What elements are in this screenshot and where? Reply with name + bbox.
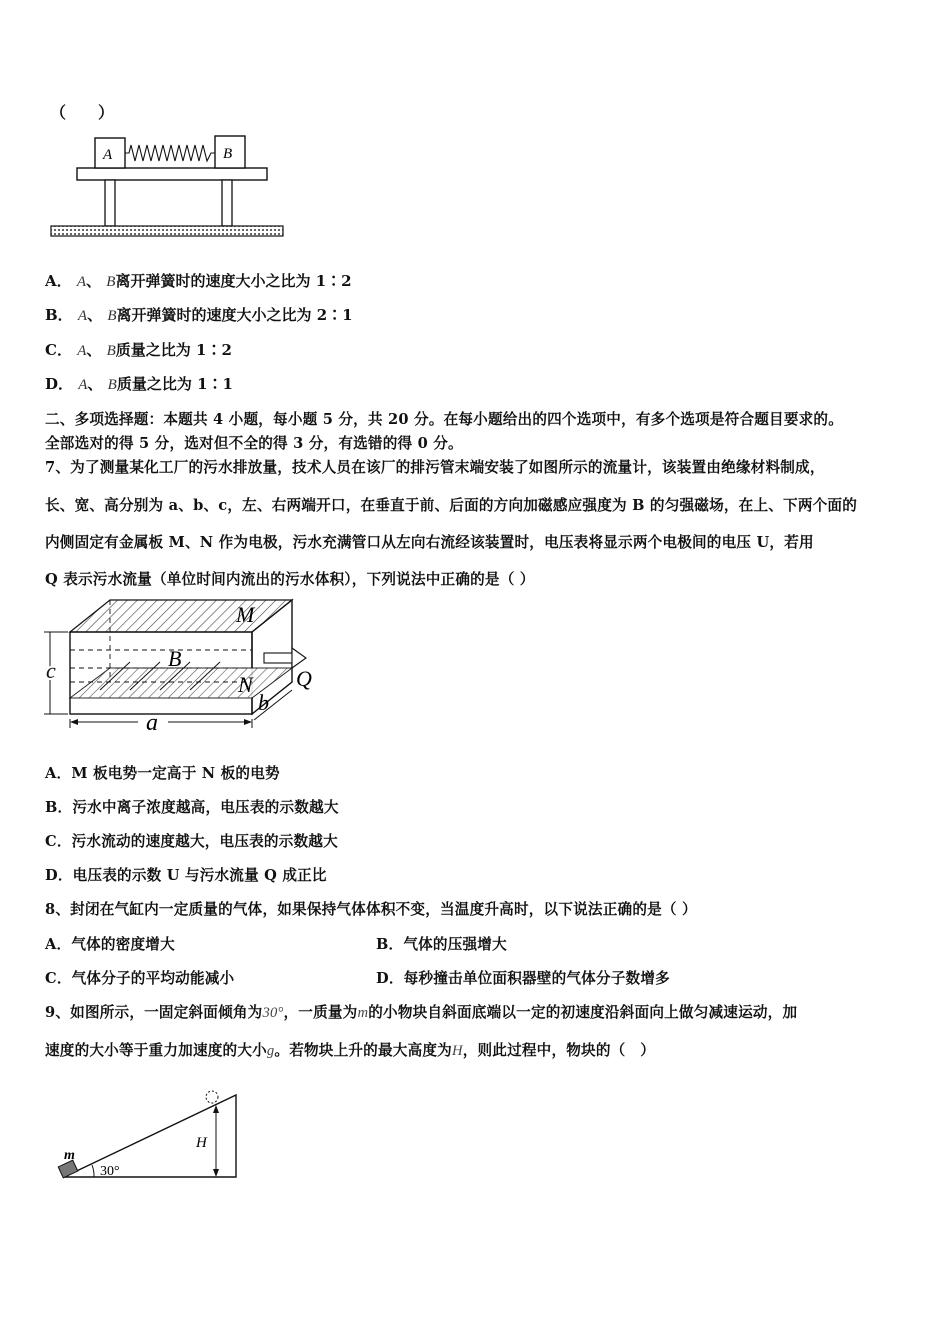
q8-stem: 8、封闭在气缸内一定质量的气体，如果保持气体体积不变，当温度升高时，以下说法正确的是（ ） (45, 901, 697, 918)
q7-flowmeter-figure (40, 598, 330, 738)
spring (125, 145, 215, 161)
q7-line1: 7、为了测量某化工厂的污水排放量，技术人员在该厂的排污管末端安装了如图所示的流量计，该装置由绝缘材料制成， (45, 459, 825, 476)
q6-option-a: A． A、 B离开弹簧时的速度大小之比为 1∶2 (45, 272, 352, 290)
label-a: a (146, 710, 158, 736)
q8-option-d: D．每秒撞击单位面积器壁的气体分子数增多 (376, 970, 670, 987)
label-b: b (258, 690, 269, 715)
q7-option-d: D．电压表的示数 U 与污水流量 Q 成正比 (45, 867, 327, 884)
table-leg-left (105, 180, 115, 226)
q7-line3: 内侧固定有金属板 M、N 作为电极，污水充满管口从左向右流经该装置时，电压表将显示两个电极间的电压 U，若用 (45, 534, 814, 551)
q8-option-a: A．气体的密度增大 (45, 936, 175, 953)
table-top (77, 168, 267, 180)
section2-line1: 二、多项选择题：本题共 4 小题，每小题 5 分，共 20 分。在每小题给出的四个选项中，有多个选项是符合题目要求的。 (45, 411, 843, 428)
q6-option-d: D． A、 B质量之比为 1∶1 (45, 375, 233, 393)
q9-line2: 速度的大小等于重力加速度的大小g。若物块上升的最大高度为H，则此过程中，物块的（ ） (45, 1042, 656, 1059)
flow-arrow (292, 648, 306, 668)
label-c: c (46, 658, 56, 683)
q8-option-c: C．气体分子的平均动能减小 (45, 970, 235, 987)
label-angle: 30° (100, 1164, 120, 1179)
label-n: N (238, 672, 253, 697)
q7-option-c: C．污水流动的速度越大，电压表的示数越大 (45, 833, 338, 850)
q9-line1: 9、如图所示，一固定斜面倾角为30°，一质量为m的小物块自斜面底端以一定的初速度沿斜面向上做匀减速运动，加 (45, 1004, 798, 1021)
q9-incline-figure (50, 1085, 250, 1185)
label-b-field: B (168, 646, 182, 671)
q7-option-b: B．污水中离子浓度越高，电压表的示数越大 (45, 799, 339, 816)
q6-spring-figure (45, 128, 295, 243)
table-leg-right (222, 180, 232, 226)
q7-line4: Q 表示污水流量（单位时间内流出的污水体积），下列说法中正确的是（ ） (45, 571, 535, 588)
block-top-position (206, 1091, 218, 1103)
section2-line2: 全部选对的得 5 分，选对但不全的得 3 分，有选错的得 0 分。 (45, 435, 463, 452)
q6-option-c: C． A、 B质量之比为 1∶2 (45, 341, 232, 359)
q7-line2: 长、宽、高分别为 a、b、c，左、右两端开口，在垂直于前、后面的方向加磁感应强度为 B 的匀强磁场，在上、下两个面的 (45, 497, 858, 514)
q6-option-b: B． A、 B离开弹簧时的速度大小之比为 2∶1 (45, 306, 353, 324)
incline-triangle (64, 1095, 236, 1177)
label-m: m (64, 1148, 75, 1163)
label-h: H (196, 1135, 207, 1151)
block-b-label: B (223, 146, 233, 162)
q7-option-a: A．M 板电势一定高于 N 板的电势 (45, 765, 280, 782)
q6-answer-bracket: （ ） (50, 103, 115, 122)
q8-option-b: B．气体的压强增大 (376, 936, 507, 953)
label-q: Q (296, 666, 312, 691)
label-m: M (236, 602, 255, 627)
ground (51, 226, 283, 236)
block-a-label: A (103, 147, 113, 163)
